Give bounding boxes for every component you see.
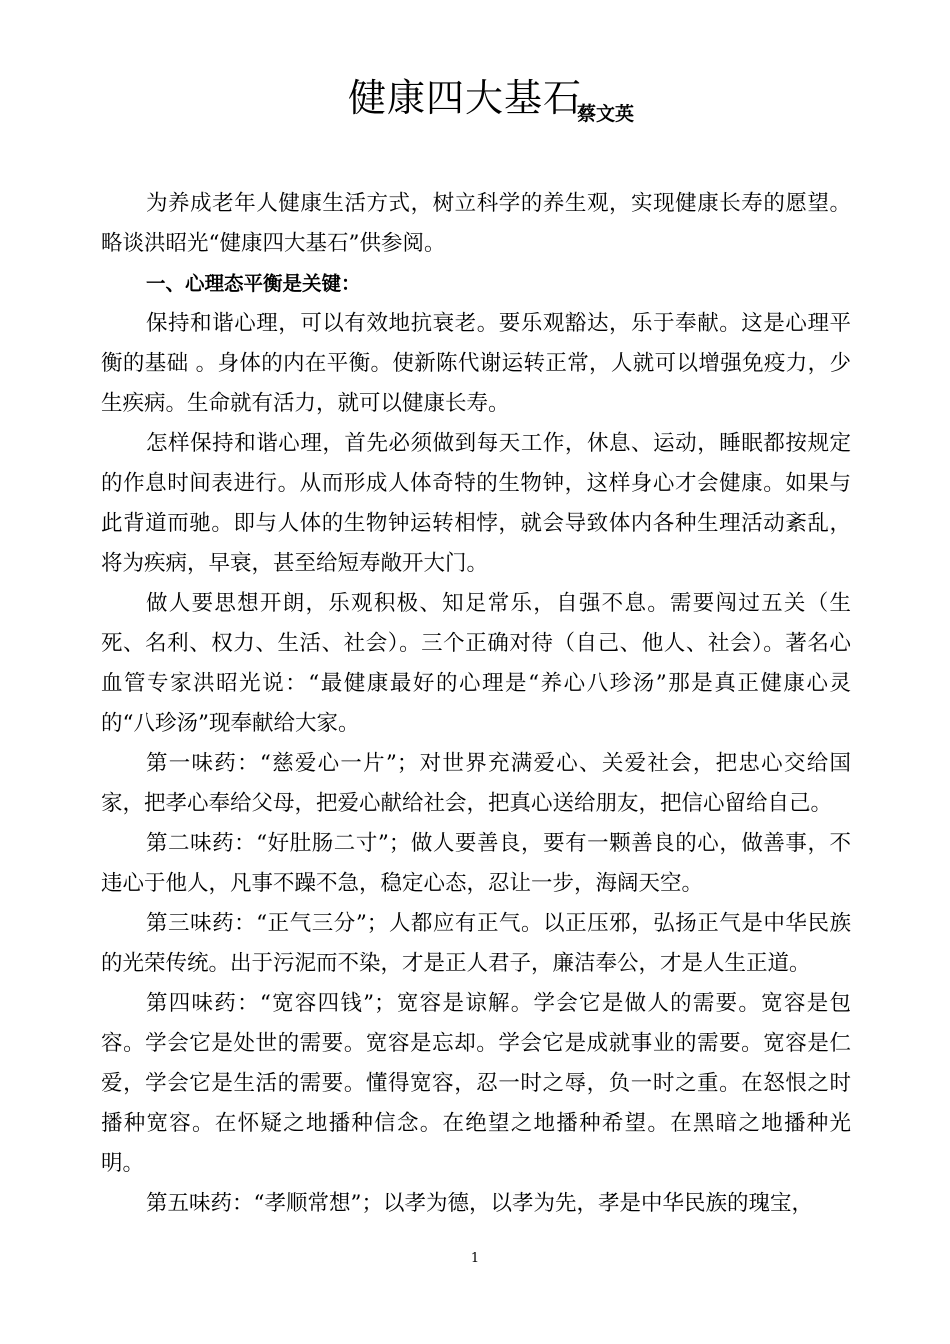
body-paragraph: 怎样保持和谐心理，首先必须做到每天工作，休息、运动，睡眠都按规定的作息时间表进行。从而形成人体奇特的生物钟，这样身心才会健康。如果与此背道而驰。即与人体的生物钟运转相悖，就会导致体内各种生理活动紊乱，将为疾病，早衰，甚至给短寿敞开大门。 — [101, 431, 851, 576]
page-number: 1 — [470, 1251, 480, 1266]
document-title: 健康四大基石 — [348, 76, 583, 120]
body-paragraph: 做人要思想开朗，乐观积极、知足常乐，自强不息。需要闯过五关（生死、名利、权力、生活、社会）。三个正确对待（自己、他人、社会）。著名心血管专家洪昭光说：“最健康最好的心理是“养心八珍汤”那是真正健康心灵的“八珍汤”现奉献给大家。 — [101, 591, 851, 736]
remedy-paragraph: 第三味药：“正气三分”；人都应有正气。以正压邪，弘扬正气是中华民族的光荣传统。出于污泥而不染，才是正人君子，廉洁奉公，才是人生正道。 — [101, 911, 851, 976]
remedy-paragraph: 第二味药：“好肚肠二寸”；做人要善良，要有一颗善良的心，做善事，不违心于他人，凡事不躁不急，稳定心态，忍让一步，海阔天空。 — [101, 831, 851, 896]
section-heading: 一、心理态平衡是关键： — [146, 272, 361, 295]
remedy-paragraph: 第一味药：“慈爱心一片”；对世界充满爱心、关爱社会，把忠心交给国家，把孝心奉给父母，把爱心献给社会，把真心送给朋友，把信心留给自己。 — [101, 751, 851, 816]
author-name: 蔡文英 — [577, 103, 635, 125]
title-row — [0, 74, 950, 134]
document-body — [101, 184, 851, 1224]
remedy-paragraph: 第五味药：“孝顺常想”；以孝为德，以孝为先，孝是中华民族的瑰宝， — [146, 1191, 813, 1216]
intro-paragraph: 为养成老年人健康生活方式，树立科学的养生观，实现健康长寿的愿望。略谈洪昭光“健康四大基石”供参阅。 — [101, 191, 851, 256]
body-paragraph: 保持和谐心理，可以有效地抗衰老。要乐观豁达，乐于奉献。这是心理平衡的基础 。身体的内在平衡。使新陈代谢运转正常，人就可以增强免疫力，少生疾病。生命就有活力，就可以健康长寿。 — [101, 311, 851, 416]
remedy-paragraph: 第四味药：“宽容四钱”；宽容是谅解。学会它是做人的需要。宽容是包容。学会它是处世的需要。宽容是忘却。学会它是成就事业的需要。宽容是仁爱，学会它是生活的需要。懂得宽容，忍一时之辱，负一时之重。在怒恨之时播种宽容。在怀疑之地播种信念。在绝望之地播种希望。在黑暗之地播种光明。 — [101, 991, 851, 1176]
